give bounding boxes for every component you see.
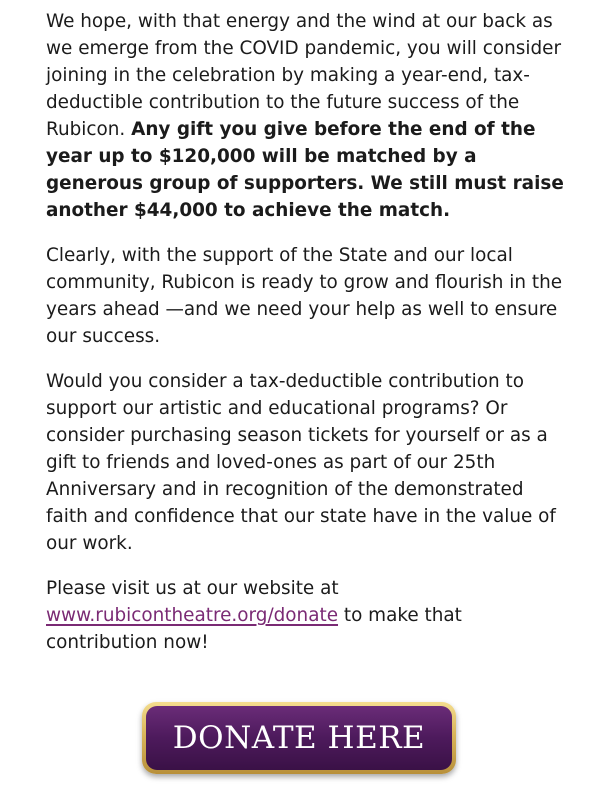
website-outro-text: to make that contribution now!: [46, 605, 462, 653]
website-intro-text: Please visit us at our website at: [46, 578, 339, 599]
donate-button[interactable]: [142, 702, 456, 774]
donate-website-link[interactable]: www.rubicontheatre.org/donate: [46, 605, 339, 626]
paragraph-support: Clearly, with the support of the State and our local community, Rubicon is ready to grow and flourish in the years ahead —and we need your help as well to ensure our success.: [46, 245, 563, 347]
match-offer-text: Any gift you give before the end of the year up to $120,000 will be matched by a generous group of supporters. We still must raise another $44,000 to achieve the match.: [46, 119, 564, 221]
paragraph-match-appeal: [46, 8, 566, 224]
paragraph-contribution-ask: Would you consider a tax-deductible contribution to support our artistic and educational programs? Or consider purchasing season tickets for yourself or as a gift to friends and loved-ones as part of our 25th Anniversary and in recognition of the demonstrated faith and confidence that our state have in the value of our work.: [46, 371, 556, 554]
donate-button-face: [146, 706, 452, 770]
letter-body: [46, 8, 566, 656]
appeal-text: We hope, with that energy and the wind at our back as we emerge from the COVID pandemic, you will consider joining in the celebration by making a year-end, tax-deductible contribution to the future success of the Rubicon.: [46, 11, 562, 140]
paragraph-website: [46, 575, 566, 656]
donate-button-label: DONATE HERE: [172, 720, 426, 756]
